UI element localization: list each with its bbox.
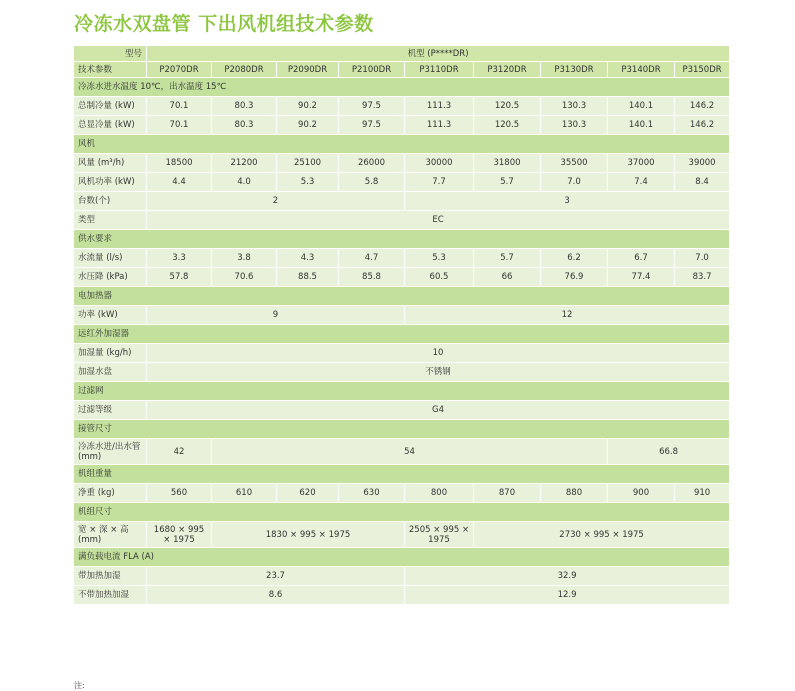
cell: 140.1 xyxy=(608,116,675,135)
model-label: 型号 xyxy=(74,46,147,62)
cell: 130.3 xyxy=(541,97,608,116)
cell: 560 xyxy=(147,484,212,503)
section-heater: 电加热器 xyxy=(74,287,730,306)
cell: 4.4 xyxy=(147,173,212,192)
cell: 7.0 xyxy=(675,249,730,268)
cell: 4.0 xyxy=(212,173,277,192)
table-row xyxy=(74,306,730,325)
cell: 88.5 xyxy=(277,268,339,287)
section-size: 机组尺寸 xyxy=(74,503,730,522)
row-label: 带加热加湿 xyxy=(74,567,147,586)
cell: 7.0 xyxy=(541,173,608,192)
model-header: P3110DR xyxy=(405,62,474,78)
section-row xyxy=(74,382,730,401)
cell: 8.4 xyxy=(675,173,730,192)
section-cooling: 冷冻水进水温度 10℃，出水温度 15℃ xyxy=(74,78,730,97)
param-label: 技术参数 xyxy=(74,62,147,78)
model-header: P3120DR xyxy=(474,62,541,78)
cell: 8.6 xyxy=(147,586,405,605)
cell: 23.7 xyxy=(147,567,405,586)
section-humidifier: 远红外加湿器 xyxy=(74,325,730,344)
cell: 146.2 xyxy=(675,97,730,116)
cell: 90.2 xyxy=(277,97,339,116)
footer-note-fragment: 注: xyxy=(74,681,85,690)
header-row-group xyxy=(74,46,730,62)
cell: 910 xyxy=(675,484,730,503)
row-label: 加湿量 (kg/h) xyxy=(74,344,147,363)
cell: 111.3 xyxy=(405,97,474,116)
row-label: 净重 (kg) xyxy=(74,484,147,503)
cell: 42 xyxy=(147,439,212,465)
model-header: P2090DR xyxy=(277,62,339,78)
cell: 3.8 xyxy=(212,249,277,268)
cell: 111.3 xyxy=(405,116,474,135)
section-row xyxy=(74,503,730,522)
row-label: 总显冷量 (kW) xyxy=(74,116,147,135)
cell: 80.3 xyxy=(212,116,277,135)
table-row xyxy=(74,97,730,116)
cell: 12.9 xyxy=(405,586,730,605)
section-row xyxy=(74,325,730,344)
cell: 7.7 xyxy=(405,173,474,192)
model-header: P2100DR xyxy=(339,62,405,78)
section-row xyxy=(74,135,730,154)
section-fan: 风机 xyxy=(74,135,730,154)
cell: 12 xyxy=(405,306,730,325)
model-group-header: 机型 (P****DR) xyxy=(147,46,730,62)
row-label: 冷冻水进/出水管 (mm) xyxy=(74,439,147,465)
table-row xyxy=(74,116,730,135)
cell: 2730 × 995 × 1975 xyxy=(474,522,730,548)
row-label: 总制冷量 (kW) xyxy=(74,97,147,116)
header-row-models xyxy=(74,62,730,78)
table-row xyxy=(74,484,730,503)
cell: 3 xyxy=(405,192,730,211)
cell: 880 xyxy=(541,484,608,503)
section-weight: 机组重量 xyxy=(74,465,730,484)
cell: 4.3 xyxy=(277,249,339,268)
cell: 146.2 xyxy=(675,116,730,135)
cell: 31800 xyxy=(474,154,541,173)
cell: 120.5 xyxy=(474,116,541,135)
table-row xyxy=(74,401,730,420)
model-header: P3140DR xyxy=(608,62,675,78)
table-row xyxy=(74,249,730,268)
cell: 130.3 xyxy=(541,116,608,135)
cell: 1830 × 995 × 1975 xyxy=(212,522,405,548)
cell: 620 xyxy=(277,484,339,503)
section-row xyxy=(74,548,730,567)
cell: 1680 × 995 × 1975 xyxy=(147,522,212,548)
row-label: 加湿水盘 xyxy=(74,363,147,382)
row-label: 风机功率 (kW) xyxy=(74,173,147,192)
row-label: 水压降 (kPa) xyxy=(74,268,147,287)
cell: 21200 xyxy=(212,154,277,173)
section-pipe: 接管尺寸 xyxy=(74,420,730,439)
cell: 800 xyxy=(405,484,474,503)
cell: 630 xyxy=(339,484,405,503)
table-row xyxy=(74,173,730,192)
cell: 2 xyxy=(147,192,405,211)
row-label: 台数(个) xyxy=(74,192,147,211)
model-header: P2080DR xyxy=(212,62,277,78)
section-row xyxy=(74,230,730,249)
cell: 18500 xyxy=(147,154,212,173)
cell: 77.4 xyxy=(608,268,675,287)
cell: 30000 xyxy=(405,154,474,173)
cell: EC xyxy=(147,211,730,230)
table-row xyxy=(74,211,730,230)
cell: 140.1 xyxy=(608,97,675,116)
page-title: 冷冻水双盘管 下出风机组技术参数 xyxy=(74,13,374,35)
cell: 25100 xyxy=(277,154,339,173)
cell: 80.3 xyxy=(212,97,277,116)
table-row xyxy=(74,567,730,586)
section-fla: 满负载电流 FLA (A) xyxy=(74,548,730,567)
cell: 97.5 xyxy=(339,97,405,116)
row-label: 宽 × 深 × 高 (mm) xyxy=(74,522,147,548)
cell: 32.9 xyxy=(405,567,730,586)
table-row xyxy=(74,268,730,287)
row-label: 风量 (m³/h) xyxy=(74,154,147,173)
cell: 5.8 xyxy=(339,173,405,192)
row-label: 功率 (kW) xyxy=(74,306,147,325)
section-row xyxy=(74,78,730,97)
cell: 6.7 xyxy=(608,249,675,268)
cell: 70.1 xyxy=(147,97,212,116)
table-row xyxy=(74,363,730,382)
table-row xyxy=(74,586,730,605)
row-label: 过滤等级 xyxy=(74,401,147,420)
cell: 7.4 xyxy=(608,173,675,192)
cell: 26000 xyxy=(339,154,405,173)
cell: 10 xyxy=(147,344,730,363)
row-label: 水流量 (l/s) xyxy=(74,249,147,268)
cell: G4 xyxy=(147,401,730,420)
cell: 4.7 xyxy=(339,249,405,268)
cell: 120.5 xyxy=(474,97,541,116)
table-row xyxy=(74,154,730,173)
model-header: P3150DR xyxy=(675,62,730,78)
cell: 6.2 xyxy=(541,249,608,268)
section-row xyxy=(74,465,730,484)
cell: 60.5 xyxy=(405,268,474,287)
cell: 76.9 xyxy=(541,268,608,287)
spec-table xyxy=(73,45,730,605)
cell: 54 xyxy=(212,439,608,465)
cell: 870 xyxy=(474,484,541,503)
cell: 5.7 xyxy=(474,173,541,192)
cell: 83.7 xyxy=(675,268,730,287)
section-row xyxy=(74,420,730,439)
cell: 9 xyxy=(147,306,405,325)
cell: 70.6 xyxy=(212,268,277,287)
cell: 90.2 xyxy=(277,116,339,135)
model-header: P3130DR xyxy=(541,62,608,78)
table-row xyxy=(74,522,730,548)
table-row xyxy=(74,192,730,211)
cell: 57.8 xyxy=(147,268,212,287)
section-filter: 过滤网 xyxy=(74,382,730,401)
cell: 5.3 xyxy=(277,173,339,192)
cell: 85.8 xyxy=(339,268,405,287)
section-water: 供水要求 xyxy=(74,230,730,249)
cell: 66 xyxy=(474,268,541,287)
row-label: 不带加热加湿 xyxy=(74,586,147,605)
table-row xyxy=(74,344,730,363)
cell: 66.8 xyxy=(608,439,730,465)
cell: 97.5 xyxy=(339,116,405,135)
cell: 900 xyxy=(608,484,675,503)
cell: 3.3 xyxy=(147,249,212,268)
table-row xyxy=(74,439,730,465)
cell: 5.7 xyxy=(474,249,541,268)
cell: 2505 × 995 × 1975 xyxy=(405,522,474,548)
cell: 5.3 xyxy=(405,249,474,268)
cell: 37000 xyxy=(608,154,675,173)
cell: 610 xyxy=(212,484,277,503)
section-row xyxy=(74,287,730,306)
cell: 70.1 xyxy=(147,116,212,135)
cell: 不锈钢 xyxy=(147,363,730,382)
row-label: 类型 xyxy=(74,211,147,230)
cell: 39000 xyxy=(675,154,730,173)
cell: 35500 xyxy=(541,154,608,173)
model-header: P2070DR xyxy=(147,62,212,78)
